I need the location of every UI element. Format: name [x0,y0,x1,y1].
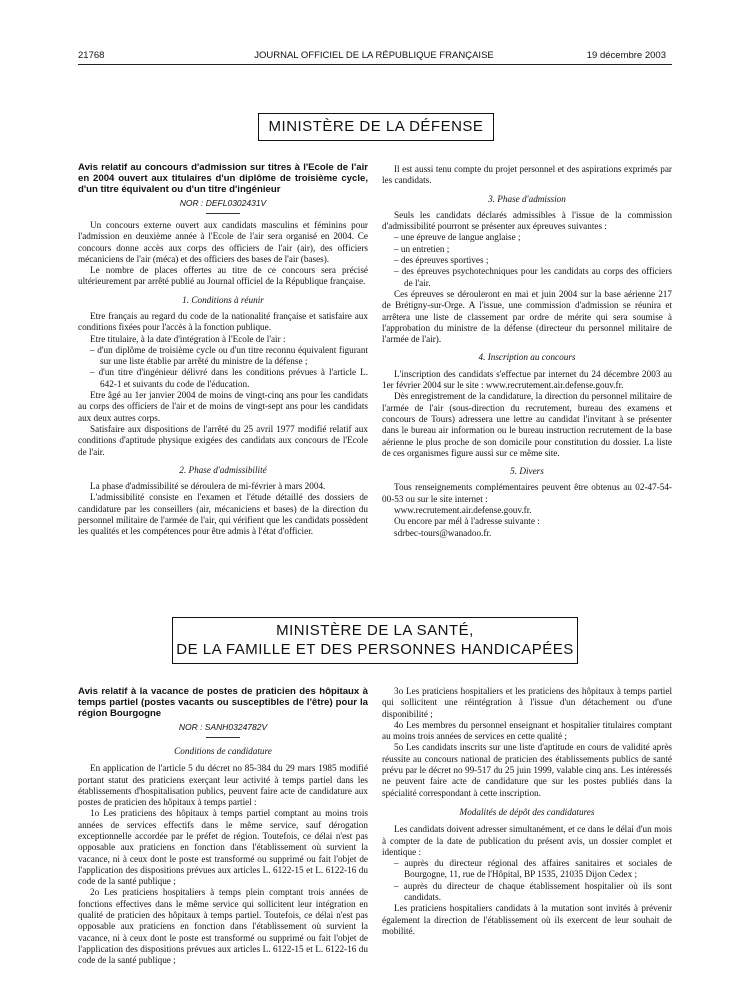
divider [206,737,240,738]
article1-right-column [382,164,672,539]
paragraph: Il est aussi tenu compte du projet personnel et des aspirations exprimés par les candidats. [382,164,672,186]
section-heading: 2. Phase d'admissibilité [179,464,267,475]
article2-left-column [78,686,368,967]
paragraph: Ou encore par mél à l'adresse suivante : [394,516,540,527]
article1-nor: NOR : DEFL0302431V [179,197,267,208]
list-item: – des épreuves psychotechniques pour les candidats au corps des officiers de l'air. [394,266,672,288]
section-heading: 4. Inscription au concours [478,352,576,363]
paragraph: 4o Les membres du personnel enseignant et hospitalier titulaires comptant au moins trois années de services en cette qualité ; [382,719,672,742]
paragraph: La phase d'admissibilité se déroulera de mi-février à mars 2004. [90,481,326,492]
website-link[interactable]: www.recrutement.air.defense.gouv.fr. [394,505,532,516]
article2-title: Avis relatif à la vacance de postes de praticien des hôpitaux à temps partiel (postes vacants ou susceptibles de l'être) pour la région Bourgogne [78,686,368,720]
article2-right-column [382,686,672,937]
section-heading: Modalités de dépôt des candidatures [459,806,595,817]
ministry-health-line2: DE LA FAMILLE ET DES PERSONNES HANDICAPÉES [176,641,574,658]
paragraph: 3o Les praticiens hospitaliers et les praticiens des hôpitaux à temps partiel qui sollicitent une réintégration à l'issue d'un détachement ou d'une disponibilité ; [382,686,672,719]
paragraph: En application de l'article 5 du décret no 85-384 du 29 mars 1985 modifié portant statut des praticiens exerçant leur activité à temps partiel dans les établissements d'hospitalisation publics, peuvent faire acte de candidature aux postes de praticien des hôpitaux à temps partiel : [78,763,368,808]
paragraph: Les candidats doivent adresser simultanément, et ce dans le délai d'un mois à compter de la date de publication du présent avis, un dossier complet et identique : [382,824,672,857]
paragraph: L'admissibilité consiste en l'examen et l'étude détaillé des dossiers de candidature par les conseillers (air, mécaniciens et bases) de la direction du personnel militaire de l'armée de l'air, qui vérifient que les candidats possèdent les qualités et les compétences pour être admis à l'état d'officier. [78,492,368,537]
paragraph: 2o Les praticiens hospitaliers à temps plein comptant trois années de fonctions effectives dans le même service qui sollicitent leur intégration en qualité de praticien des hôpitaux à temps partiel. Toutefois, ce délai n'est pas opposable aux praticiens en fonction dans l'établissement où survient la vacance, ni à ceux dont le poste est transformé ou supprimé ou fait l'objet de l'application des dispositions prévues aux articles L. 6122-15 et L. 6122-16 du code de la santé publique ; [78,887,368,966]
paragraph: Seuls les candidats déclarés admissibles à l'issue de la commission d'admissibilité pourront se présenter aux épreuves suivantes : [382,209,672,232]
article2-nor: NOR : SANH0324782V [178,721,268,732]
header-rule [78,64,672,65]
paragraph: L'inscription des candidats s'effectue par internet du 24 décembre 2003 au 1er février 2004 sur le site : www.recrutement.air.defense.gouv.fr. [382,368,672,391]
list-item: – d'un titre d'ingénieur délivré dans les conditions prévues à l'article L. 642-1 et suivants du code de l'éducation. [90,367,368,389]
paragraph: Etre âgé au 1er janvier 2004 de moins de vingt-cinq ans pour les candidats au corps des officiers de l'air et de moins de vingt-sept ans pour les candidats aux deux autres corps. [78,390,368,423]
paragraph: 5o Les candidats inscrits sur une liste d'aptitude en cours de validité après réussite au concours national de praticien des établissements publics de santé prévu par le décret no 99-517 du 25 juin 1999, valable cinq ans. Les intéressés ne peuvent faire acte de candidature que sur les postes publiés dans la spécialité correspondant à cette inscription. [382,742,672,798]
paragraph: Ces épreuves se dérouleront en mai et juin 2004 sur la base aérienne 217 de Brétigny-sur-Orge. A l'issue, une commission d'admission se réunira et arrêtera une liste de classement par ordre de mérite qui sera soumise à l'approbation du ministre de la défense (directeur du personnel militaire de l'armée de l'air). [382,288,672,345]
list-item: – d'un diplôme de troisième cycle ou d'un titre reconnu équivalent figurant sur une liste établie par arrêté du ministre de la défense ; [90,344,368,367]
article1-left-column [78,162,368,538]
page-number: 21768 [78,50,105,61]
article1-title: Avis relatif au concours d'admission sur titres à l'Ecole de l'air en 2004 ouvert aux titulaires d'un diplôme de troisième cycle, d'un titre équivalent ou d'un titre d'ingénieur [78,162,368,196]
issue-date: 19 décembre 2003 [586,50,666,61]
paragraph: Satisfaire aux dispositions de l'arrêté du 25 avril 1977 modifié relatif aux conditions d'aptitude physique exigées des candidats aux concours de l'Ecole de l'air. [78,423,368,457]
divider [206,213,240,214]
ministry-health-box [172,617,578,664]
paragraph: 1o Les praticiens des hôpitaux à temps partiel comptant au moins trois années de services effectifs dans le même service, sauf dérogation exceptionnelle accordée par le préfet de région. Toutefois, ce délai n'est pas opposable aux praticiens en fonction dans l'établissement où survient la vacance, ni à ceux dont le poste est transformé ou supprimé ou fait l'objet de l'application des dispositions prévues aux articles L. 6122-15 et L. 6122-16 du code de la santé publique ; [78,808,368,887]
list-item: – une épreuve de langue anglaise ; [394,232,521,243]
section-heading: 1. Conditions à réunir [182,294,264,305]
ministry-defense-title: MINISTÈRE DE LA DÉFENSE [268,118,484,135]
list-item: – un entretien ; [394,243,450,254]
ministry-defense-box [258,113,494,141]
email-link[interactable]: sdrbec-tours@wanadoo.fr. [394,527,492,538]
section-heading: Conditions de candidature [174,745,272,756]
paragraph: Les praticiens hospitaliers candidats à la mutation sont invités à prévenir également la direction de l'établissement où ils exercent de leur souhait de mobilité. [382,903,672,936]
journal-title: JOURNAL OFFICIEL DE LA RÉPUBLIQUE FRANÇAISE [254,50,494,61]
paragraph: Etre titulaire, à la date d'intégration à l'Ecole de l'air : [90,333,286,344]
section-heading: 5. Divers [510,466,544,477]
paragraph: Tous renseignements complémentaires peuvent être obtenus au 02-47-54-00-53 ou sur le site internet : [382,482,672,504]
section-heading: 3. Phase d'admission [488,193,566,204]
paragraph: Etre français au regard du code de la nationalité française et satisfaire aux conditions fixées pour l'accès à la fonction publique. [78,310,368,333]
ministry-health-line1: MINISTÈRE DE LA SANTÉ, [276,622,474,639]
list-item: – des épreuves sportives ; [394,255,489,266]
list-item: – auprès du directeur de chaque établissement hospitalier où ils sont candidats. [394,880,672,903]
paragraph: Le nombre de places offertes au titre de ce concours sera précisé ultérieurement par arrêté publié au Journal officiel de la République française. [78,265,368,287]
list-item: – auprès du directeur régional des affaires sanitaires et sociales de Bourgogne, 11, rue de l'Hôpital, BP 1535, 21035 Dijon Cedex ; [394,858,672,880]
paragraph: Dès enregistrement de la candidature, la direction du personnel militaire de l'armée de l'air (sous-direction du recrutement, bureau des examens et concours de Tours) adressera une lettre au candidat l'invitant à se présenter dans le bureau air information ou le bureau instruction recrutement de la base aérienne le plus proche de son domicile pour constitution du dossier. La liste de ces organismes figure aussi sur ce même site. [382,391,672,458]
paragraph: Un concours externe ouvert aux candidats masculins et féminins pour l'admission en deuxième année à l'Ecole de l'air sera organisé en 2004. Ce concours donne accès aux corps des officiers de l'air (air), des officiers mécaniciens de l'air (méca) et des officiers des bases de l'air (bases). [78,219,368,264]
